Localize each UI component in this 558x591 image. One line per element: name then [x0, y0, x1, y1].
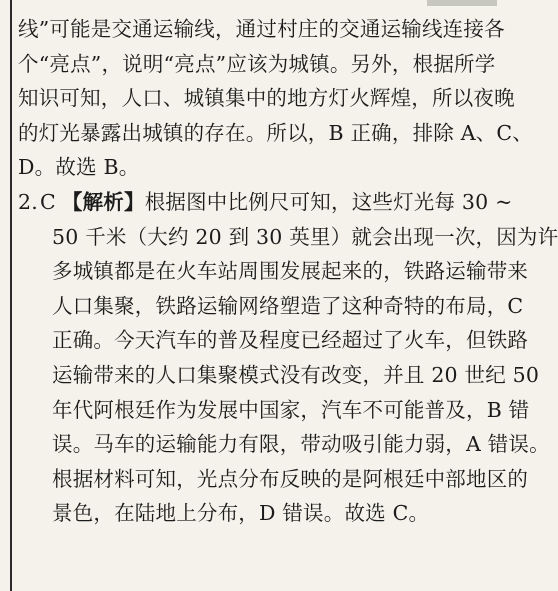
text-line: 个“亮点”，说明“亮点”应该为城镇。另外，根据所学 — [18, 51, 496, 76]
text-line: 根据图中比例尺可知，这些灯光每 30 ~ — [144, 189, 513, 214]
text-line: 的灯光暴露出城镇的存在。所以，B 正确，排除 A、C、 — [18, 120, 533, 145]
text-line: 运输带来的人口集聚模式没有改变，并且 20 世纪 50 — [52, 362, 540, 387]
text-line: 知识可知，人口、城镇集中的地方灯火辉煌，所以夜晚 — [18, 86, 515, 111]
analysis-tag: 【解析】 — [61, 189, 145, 214]
text-line: 景色，在陆地上分布，D 错误。故选 C。 — [52, 501, 430, 526]
scan-smudge — [427, 0, 497, 6]
text-line: 多城镇都是在火车站周围发展起来的，铁路运输带来 — [52, 259, 529, 284]
question-2-header — [18, 185, 513, 220]
text-line: 正确。今天汽车的普及程度已经超过了火车，但铁路 — [52, 328, 529, 353]
text-line: 人口集聚，铁路运输网络塑造了这种奇特的布局，C — [52, 293, 524, 318]
question-number: 2. — [18, 189, 38, 214]
text-line: D。故选 B。 — [18, 155, 140, 180]
answer-choice: C — [40, 189, 56, 214]
text-line: 误。马车的运输能力有限，带动吸引能力弱，A 错误。 — [52, 432, 550, 457]
text-line: 年代阿根廷作为发展中国家，汽车不可能普及，B 错 — [52, 397, 530, 422]
margin-rule — [10, 0, 12, 591]
text-line: 50 千米（大约 20 到 30 英里）就会出现一次，因为许 — [52, 224, 558, 249]
answer-explanation-text — [18, 12, 558, 531]
text-line: 线”可能是交通运输线，通过村庄的交通运输线连接各 — [18, 17, 505, 41]
text-line: 根据材料可知，光点分布反映的是阿根廷中部地区的 — [52, 466, 529, 491]
